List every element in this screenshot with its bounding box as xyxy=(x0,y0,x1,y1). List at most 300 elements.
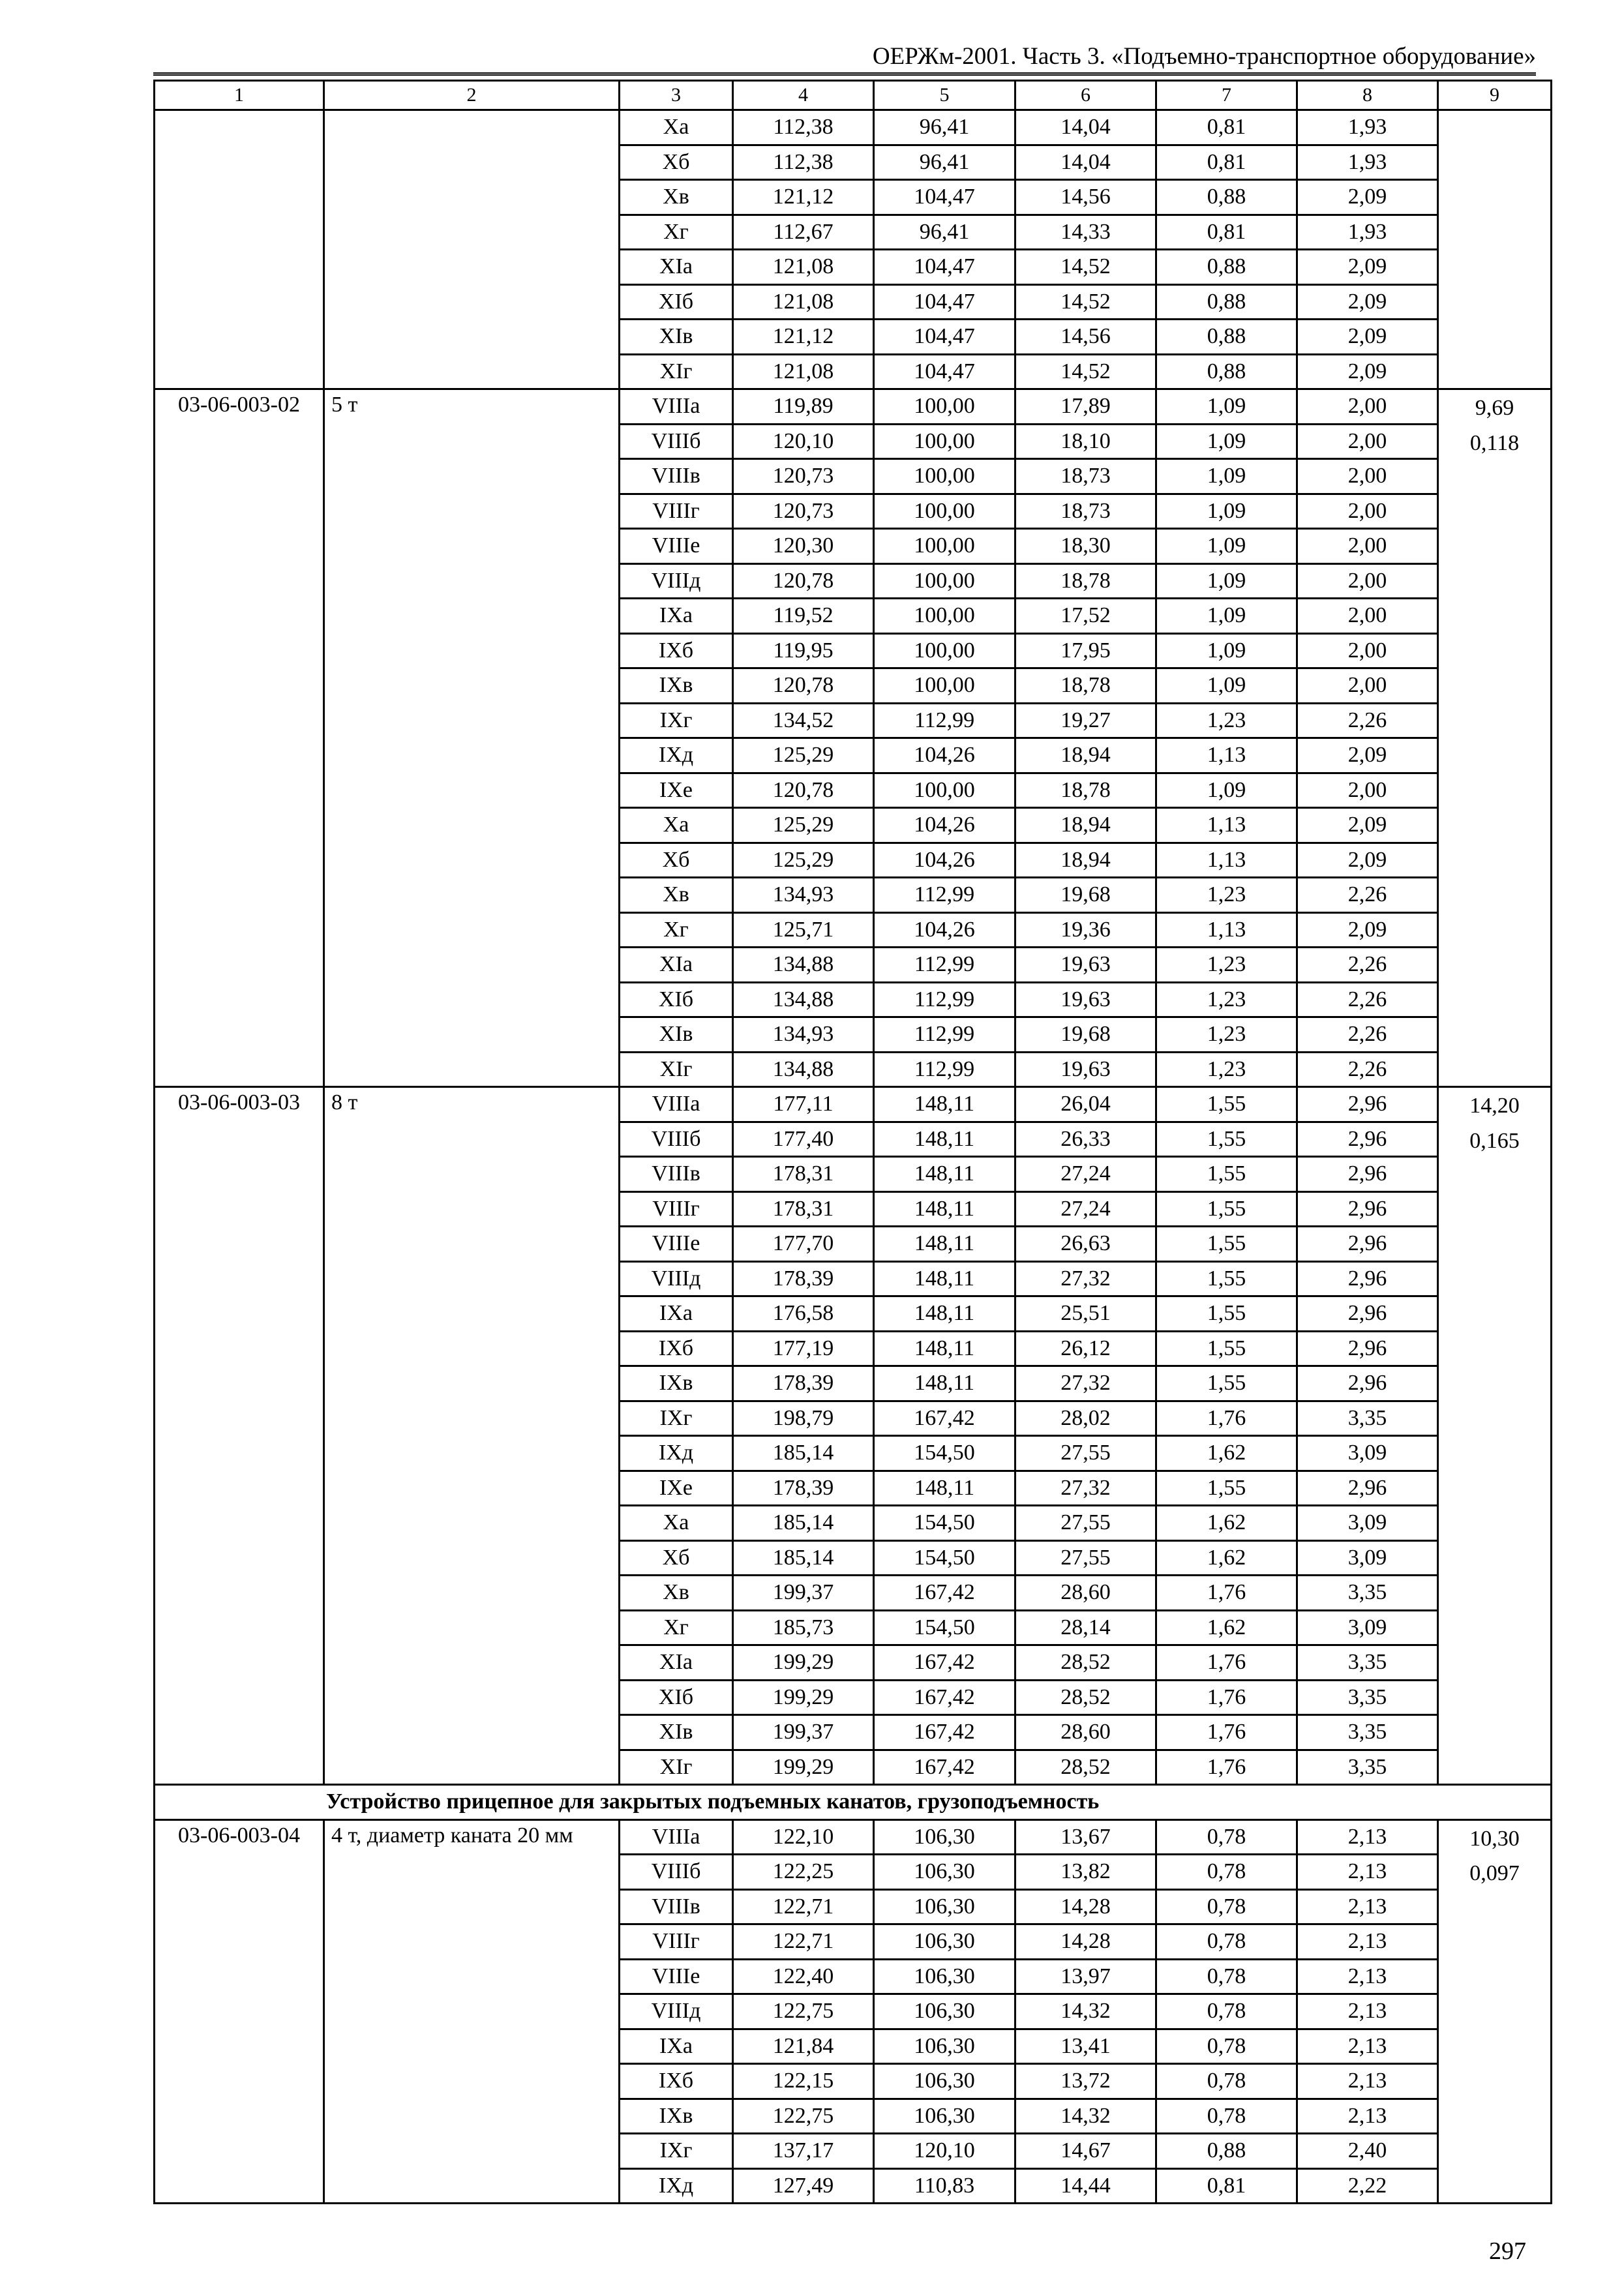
value-cell: 19,27 xyxy=(1015,703,1156,738)
table-row xyxy=(155,1819,1552,1855)
value-cell: 104,47 xyxy=(874,180,1015,215)
column-9-value: 10,30 xyxy=(1469,1826,1520,1851)
value-cell: 2,96 xyxy=(1297,1191,1438,1227)
value-cell: 19,68 xyxy=(1015,1017,1156,1053)
zone-cell: XIa xyxy=(620,948,733,983)
value-cell: 100,00 xyxy=(874,563,1015,599)
value-cell: 121,08 xyxy=(733,354,874,389)
value-cell: 1,76 xyxy=(1156,1645,1297,1681)
value-cell: 1,09 xyxy=(1156,494,1297,529)
value-cell: 154,50 xyxy=(874,1436,1015,1471)
value-cell: 2,96 xyxy=(1297,1157,1438,1192)
value-cell: 1,09 xyxy=(1156,389,1297,425)
table-row xyxy=(155,389,1552,425)
value-cell: 1,09 xyxy=(1156,563,1297,599)
value-cell: 96,41 xyxy=(874,110,1015,145)
zone-cell: VIIIг xyxy=(620,1924,733,1960)
column-number: 5 xyxy=(874,81,1015,110)
column-number: 4 xyxy=(733,81,874,110)
value-cell: 19,63 xyxy=(1015,982,1156,1017)
value-cell: 1,23 xyxy=(1156,878,1297,913)
value-cell: 104,47 xyxy=(874,250,1015,285)
value-cell: 125,29 xyxy=(733,808,874,843)
value-cell: 3,35 xyxy=(1297,1715,1438,1750)
value-cell: 125,29 xyxy=(733,843,874,878)
value-cell: 1,55 xyxy=(1156,1331,1297,1366)
value-cell: 18,30 xyxy=(1015,529,1156,564)
value-cell: 1,55 xyxy=(1156,1366,1297,1401)
value-cell: 178,39 xyxy=(733,1366,874,1401)
value-cell: 0,88 xyxy=(1156,250,1297,285)
value-cell: 2,96 xyxy=(1297,1087,1438,1122)
value-cell: 134,88 xyxy=(733,948,874,983)
value-cell: 167,42 xyxy=(874,1576,1015,1611)
value-cell: 1,62 xyxy=(1156,1506,1297,1541)
value-cell: 2,00 xyxy=(1297,494,1438,529)
zone-cell: VIIIв xyxy=(620,1157,733,1192)
value-cell: 13,72 xyxy=(1015,2064,1156,2099)
value-cell: 104,26 xyxy=(874,912,1015,948)
value-cell: 28,52 xyxy=(1015,1680,1156,1715)
rate-name: 4 т, диаметр каната 20 мм xyxy=(324,1819,620,2204)
value-cell: 1,76 xyxy=(1156,1750,1297,1785)
zone-cell: IXв xyxy=(620,668,733,704)
value-cell: 96,41 xyxy=(874,145,1015,180)
value-cell: 167,42 xyxy=(874,1645,1015,1681)
zone-cell: VIIIд xyxy=(620,563,733,599)
zone-cell: IXa xyxy=(620,1296,733,1332)
value-cell: 28,52 xyxy=(1015,1750,1156,1785)
value-cell: 1,93 xyxy=(1297,110,1438,145)
value-cell: 14,33 xyxy=(1015,215,1156,250)
column-number: 2 xyxy=(324,81,620,110)
value-cell: 120,78 xyxy=(733,563,874,599)
column-9-values xyxy=(1438,389,1552,1087)
value-cell: 0,78 xyxy=(1156,2064,1297,2099)
zone-cell: IXa xyxy=(620,2029,733,2064)
column-9-values xyxy=(1438,110,1552,389)
value-cell: 18,73 xyxy=(1015,494,1156,529)
value-cell: 18,78 xyxy=(1015,563,1156,599)
value-cell: 27,24 xyxy=(1015,1157,1156,1192)
value-cell: 106,30 xyxy=(874,1959,1015,1994)
zone-cell: IXг xyxy=(620,703,733,738)
value-cell: 112,99 xyxy=(874,1052,1015,1087)
value-cell: 28,60 xyxy=(1015,1715,1156,1750)
rate-code: 03-06-003-02 xyxy=(155,389,324,1087)
value-cell: 1,09 xyxy=(1156,773,1297,808)
value-cell: 0,81 xyxy=(1156,215,1297,250)
value-cell: 18,73 xyxy=(1015,459,1156,494)
zone-cell: VIIIг xyxy=(620,1191,733,1227)
value-cell: 121,84 xyxy=(733,2029,874,2064)
value-cell: 2,26 xyxy=(1297,948,1438,983)
value-cell: 100,00 xyxy=(874,529,1015,564)
zone-cell: VIIIв xyxy=(620,1889,733,1924)
value-cell: 198,79 xyxy=(733,1401,874,1436)
column-number: 6 xyxy=(1015,81,1156,110)
value-cell: 121,12 xyxy=(733,320,874,355)
rate-name xyxy=(324,110,620,389)
value-cell: 2,00 xyxy=(1297,563,1438,599)
page-number: 297 xyxy=(1489,2237,1526,2265)
value-cell: 2,13 xyxy=(1297,2064,1438,2099)
value-cell: 14,28 xyxy=(1015,1924,1156,1960)
zone-cell: VIIIe xyxy=(620,529,733,564)
value-cell: 3,35 xyxy=(1297,1750,1438,1785)
zone-cell: IXб xyxy=(620,2064,733,2099)
value-cell: 1,76 xyxy=(1156,1576,1297,1611)
value-cell: 2,96 xyxy=(1297,1296,1438,1332)
value-cell: 2,96 xyxy=(1297,1331,1438,1366)
value-cell: 0,81 xyxy=(1156,110,1297,145)
zone-cell: IXб xyxy=(620,633,733,668)
zone-cell: XIг xyxy=(620,1750,733,1785)
rate-code: 03-06-003-03 xyxy=(155,1087,324,1785)
value-cell: 26,04 xyxy=(1015,1087,1156,1122)
zone-cell: VIIIe xyxy=(620,1227,733,1262)
zone-cell: VIIIб xyxy=(620,1122,733,1157)
value-cell: 177,19 xyxy=(733,1331,874,1366)
value-cell: 177,40 xyxy=(733,1122,874,1157)
value-cell: 2,00 xyxy=(1297,773,1438,808)
value-cell: 106,30 xyxy=(874,2064,1015,2099)
value-cell: 148,11 xyxy=(874,1087,1015,1122)
value-cell: 125,71 xyxy=(733,912,874,948)
zone-cell: VIIIд xyxy=(620,1261,733,1296)
zone-cell: Xб xyxy=(620,145,733,180)
value-cell: 122,75 xyxy=(733,1994,874,2029)
value-cell: 2,96 xyxy=(1297,1366,1438,1401)
value-cell: 18,94 xyxy=(1015,843,1156,878)
value-cell: 1,23 xyxy=(1156,948,1297,983)
value-cell: 1,13 xyxy=(1156,912,1297,948)
column-number: 9 xyxy=(1438,81,1552,110)
zone-cell: VIIIб xyxy=(620,424,733,459)
value-cell: 2,26 xyxy=(1297,878,1438,913)
value-cell: 14,32 xyxy=(1015,1994,1156,2029)
value-cell: 1,55 xyxy=(1156,1471,1297,1506)
value-cell: 120,78 xyxy=(733,773,874,808)
value-cell: 119,89 xyxy=(733,389,874,425)
value-cell: 120,78 xyxy=(733,668,874,704)
zone-cell: IXe xyxy=(620,1471,733,1506)
value-cell: 19,63 xyxy=(1015,1052,1156,1087)
value-cell: 122,75 xyxy=(733,2099,874,2134)
value-cell: 1,09 xyxy=(1156,424,1297,459)
value-cell: 18,94 xyxy=(1015,738,1156,773)
value-cell: 2,40 xyxy=(1297,2134,1438,2169)
value-cell: 1,09 xyxy=(1156,668,1297,704)
column-number: 3 xyxy=(620,81,733,110)
value-cell: 13,82 xyxy=(1015,1855,1156,1890)
value-cell: 1,55 xyxy=(1156,1122,1297,1157)
value-cell: 100,00 xyxy=(874,773,1015,808)
value-cell: 120,10 xyxy=(733,424,874,459)
value-cell: 1,76 xyxy=(1156,1401,1297,1436)
value-cell: 2,00 xyxy=(1297,424,1438,459)
value-cell: 199,29 xyxy=(733,1645,874,1681)
rate-name: 8 т xyxy=(324,1087,620,1785)
value-cell: 148,11 xyxy=(874,1122,1015,1157)
value-cell: 27,55 xyxy=(1015,1436,1156,1471)
value-cell: 19,36 xyxy=(1015,912,1156,948)
value-cell: 14,28 xyxy=(1015,1889,1156,1924)
value-cell: 0,81 xyxy=(1156,2168,1297,2204)
value-cell: 1,55 xyxy=(1156,1227,1297,1262)
value-cell: 2,00 xyxy=(1297,389,1438,425)
value-cell: 1,55 xyxy=(1156,1087,1297,1122)
value-cell: 178,39 xyxy=(733,1471,874,1506)
value-cell: 2,09 xyxy=(1297,843,1438,878)
value-cell: 1,09 xyxy=(1156,459,1297,494)
zone-cell: XIв xyxy=(620,1715,733,1750)
value-cell: 2,09 xyxy=(1297,320,1438,355)
value-cell: 148,11 xyxy=(874,1296,1015,1332)
value-cell: 3,09 xyxy=(1297,1610,1438,1645)
value-cell: 0,78 xyxy=(1156,1889,1297,1924)
zone-cell: Xв xyxy=(620,1576,733,1611)
value-cell: 119,95 xyxy=(733,633,874,668)
running-header: ОЕРЖм-2001. Часть 3. «Подъемно-транспортное оборудование» xyxy=(153,38,1536,76)
value-cell: 148,11 xyxy=(874,1471,1015,1506)
value-cell: 0,78 xyxy=(1156,1855,1297,1890)
value-cell: 167,42 xyxy=(874,1680,1015,1715)
value-cell: 148,11 xyxy=(874,1261,1015,1296)
value-cell: 1,09 xyxy=(1156,529,1297,564)
value-cell: 122,10 xyxy=(733,1819,874,1855)
value-cell: 2,96 xyxy=(1297,1471,1438,1506)
value-cell: 154,50 xyxy=(874,1540,1015,1576)
value-cell: 1,13 xyxy=(1156,738,1297,773)
value-cell: 14,04 xyxy=(1015,110,1156,145)
value-cell: 28,52 xyxy=(1015,1645,1156,1681)
value-cell: 122,15 xyxy=(733,2064,874,2099)
value-cell: 167,42 xyxy=(874,1401,1015,1436)
zone-cell: XIa xyxy=(620,250,733,285)
zone-cell: Xг xyxy=(620,912,733,948)
value-cell: 2,96 xyxy=(1297,1227,1438,1262)
value-cell: 0,88 xyxy=(1156,180,1297,215)
value-cell: 2,09 xyxy=(1297,180,1438,215)
value-cell: 28,14 xyxy=(1015,1610,1156,1645)
value-cell: 2,13 xyxy=(1297,1855,1438,1890)
value-cell: 106,30 xyxy=(874,1924,1015,1960)
section-heading: Устройство прицепное для закрытых подъемных канатов, грузоподъемность xyxy=(155,1785,1552,1820)
value-cell: 110,83 xyxy=(874,2168,1015,2204)
value-cell: 104,26 xyxy=(874,738,1015,773)
zone-cell: VIIIв xyxy=(620,459,733,494)
value-cell: 100,00 xyxy=(874,459,1015,494)
zone-cell: Xв xyxy=(620,878,733,913)
column-9-values xyxy=(1438,1819,1552,2204)
value-cell: 1,55 xyxy=(1156,1296,1297,1332)
value-cell: 25,51 xyxy=(1015,1296,1156,1332)
zone-cell: VIIIe xyxy=(620,1959,733,1994)
value-cell: 2,00 xyxy=(1297,599,1438,634)
value-cell: 2,09 xyxy=(1297,250,1438,285)
value-cell: 104,47 xyxy=(874,284,1015,320)
rate-name: 5 т xyxy=(324,389,620,1087)
column-number: 1 xyxy=(155,81,324,110)
value-cell: 177,70 xyxy=(733,1227,874,1262)
value-cell: 13,67 xyxy=(1015,1819,1156,1855)
value-cell: 112,99 xyxy=(874,982,1015,1017)
value-cell: 2,09 xyxy=(1297,354,1438,389)
column-number: 8 xyxy=(1297,81,1438,110)
zone-cell: IXг xyxy=(620,2134,733,2169)
zone-cell: Xв xyxy=(620,180,733,215)
value-cell: 1,09 xyxy=(1156,633,1297,668)
value-cell: 127,49 xyxy=(733,2168,874,2204)
value-cell: 2,13 xyxy=(1297,1994,1438,2029)
value-cell: 112,99 xyxy=(874,1017,1015,1053)
column-9-value: 9,69 xyxy=(1475,396,1514,420)
value-cell: 14,56 xyxy=(1015,180,1156,215)
zone-cell: Xa xyxy=(620,110,733,145)
value-cell: 125,29 xyxy=(733,738,874,773)
column-number: 7 xyxy=(1156,81,1297,110)
value-cell: 26,63 xyxy=(1015,1227,1156,1262)
value-cell: 122,71 xyxy=(733,1924,874,1960)
zone-cell: IXг xyxy=(620,1401,733,1436)
value-cell: 199,37 xyxy=(733,1715,874,1750)
value-cell: 178,31 xyxy=(733,1157,874,1192)
value-cell: 2,13 xyxy=(1297,2029,1438,2064)
zone-cell: XIб xyxy=(620,284,733,320)
value-cell: 104,47 xyxy=(874,354,1015,389)
table-row xyxy=(155,1087,1552,1122)
value-cell: 1,13 xyxy=(1156,843,1297,878)
value-cell: 2,09 xyxy=(1297,912,1438,948)
value-cell: 1,23 xyxy=(1156,1052,1297,1087)
value-cell: 148,11 xyxy=(874,1157,1015,1192)
value-cell: 112,99 xyxy=(874,703,1015,738)
value-cell: 19,63 xyxy=(1015,948,1156,983)
value-cell: 0,78 xyxy=(1156,2029,1297,2064)
value-cell: 104,26 xyxy=(874,808,1015,843)
value-cell: 0,78 xyxy=(1156,1924,1297,1960)
zone-cell: Xa xyxy=(620,1506,733,1541)
value-cell: 106,30 xyxy=(874,2099,1015,2134)
value-cell: 0,78 xyxy=(1156,1994,1297,2029)
value-cell: 14,52 xyxy=(1015,284,1156,320)
price-table xyxy=(153,80,1552,2204)
value-cell: 134,88 xyxy=(733,1052,874,1087)
zone-cell: Xб xyxy=(620,843,733,878)
value-cell: 106,30 xyxy=(874,1994,1015,2029)
value-cell: 1,23 xyxy=(1156,1017,1297,1053)
value-cell: 177,11 xyxy=(733,1087,874,1122)
value-cell: 3,35 xyxy=(1297,1576,1438,1611)
value-cell: 134,93 xyxy=(733,1017,874,1053)
zone-cell: VIIIд xyxy=(620,1994,733,2029)
table-body xyxy=(155,81,1552,2204)
value-cell: 18,78 xyxy=(1015,773,1156,808)
value-cell: 199,29 xyxy=(733,1750,874,1785)
value-cell: 167,42 xyxy=(874,1750,1015,1785)
value-cell: 14,04 xyxy=(1015,145,1156,180)
value-cell: 28,02 xyxy=(1015,1401,1156,1436)
value-cell: 27,55 xyxy=(1015,1506,1156,1541)
zone-cell: IXв xyxy=(620,1366,733,1401)
value-cell: 14,32 xyxy=(1015,2099,1156,2134)
value-cell: 100,00 xyxy=(874,494,1015,529)
zone-cell: XIг xyxy=(620,1052,733,1087)
value-cell: 0,88 xyxy=(1156,320,1297,355)
value-cell: 3,09 xyxy=(1297,1506,1438,1541)
value-cell: 2,00 xyxy=(1297,668,1438,704)
value-cell: 112,38 xyxy=(733,145,874,180)
zone-cell: Xг xyxy=(620,215,733,250)
value-cell: 3,09 xyxy=(1297,1540,1438,1576)
value-cell: 2,26 xyxy=(1297,1017,1438,1053)
zone-cell: XIб xyxy=(620,1680,733,1715)
value-cell: 1,76 xyxy=(1156,1680,1297,1715)
value-cell: 2,00 xyxy=(1297,633,1438,668)
value-cell: 120,73 xyxy=(733,494,874,529)
zone-cell: IXд xyxy=(620,738,733,773)
value-cell: 2,96 xyxy=(1297,1261,1438,1296)
value-cell: 148,11 xyxy=(874,1227,1015,1262)
value-cell: 106,30 xyxy=(874,1819,1015,1855)
value-cell: 185,14 xyxy=(733,1436,874,1471)
value-cell: 2,13 xyxy=(1297,1924,1438,1960)
value-cell: 121,08 xyxy=(733,284,874,320)
value-cell: 104,26 xyxy=(874,843,1015,878)
rate-code: 03-06-003-04 xyxy=(155,1819,324,2204)
value-cell: 154,50 xyxy=(874,1610,1015,1645)
column-9-value: 0,118 xyxy=(1469,430,1520,455)
value-cell: 2,26 xyxy=(1297,703,1438,738)
zone-cell: VIIIг xyxy=(620,494,733,529)
value-cell: 1,62 xyxy=(1156,1610,1297,1645)
value-cell: 100,00 xyxy=(874,389,1015,425)
value-cell: 0,78 xyxy=(1156,1959,1297,1994)
value-cell: 2,09 xyxy=(1297,284,1438,320)
column-9-value: 0,165 xyxy=(1469,1128,1520,1153)
zone-cell: XIб xyxy=(620,982,733,1017)
value-cell: 0,88 xyxy=(1156,284,1297,320)
value-cell: 2,09 xyxy=(1297,738,1438,773)
value-cell: 178,39 xyxy=(733,1261,874,1296)
value-cell: 178,31 xyxy=(733,1191,874,1227)
value-cell: 2,13 xyxy=(1297,1889,1438,1924)
table-row xyxy=(155,110,1552,145)
zone-cell: IXa xyxy=(620,599,733,634)
zone-cell: XIв xyxy=(620,320,733,355)
value-cell: 17,89 xyxy=(1015,389,1156,425)
value-cell: 28,60 xyxy=(1015,1576,1156,1611)
value-cell: 0,81 xyxy=(1156,145,1297,180)
value-cell: 1,62 xyxy=(1156,1436,1297,1471)
value-cell: 3,09 xyxy=(1297,1436,1438,1471)
value-cell: 26,12 xyxy=(1015,1331,1156,1366)
value-cell: 121,12 xyxy=(733,180,874,215)
value-cell: 148,11 xyxy=(874,1366,1015,1401)
value-cell: 185,73 xyxy=(733,1610,874,1645)
value-cell: 148,11 xyxy=(874,1191,1015,1227)
value-cell: 1,09 xyxy=(1156,599,1297,634)
value-cell: 185,14 xyxy=(733,1506,874,1541)
value-cell: 2,00 xyxy=(1297,459,1438,494)
value-cell: 120,73 xyxy=(733,459,874,494)
value-cell: 106,30 xyxy=(874,1889,1015,1924)
value-cell: 199,37 xyxy=(733,1576,874,1611)
value-cell: 27,55 xyxy=(1015,1540,1156,1576)
value-cell: 1,62 xyxy=(1156,1540,1297,1576)
value-cell: 122,40 xyxy=(733,1959,874,1994)
